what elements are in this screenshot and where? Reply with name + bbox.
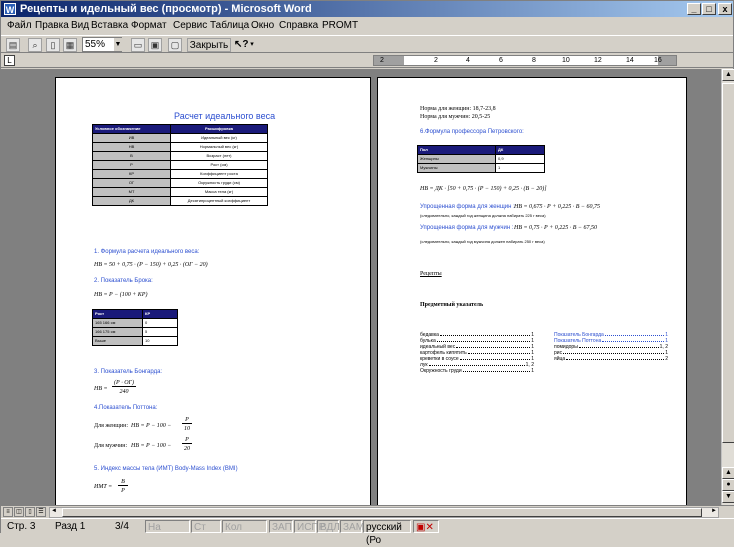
formula: НВ = 50 + 0,75 · (Р − 150) + 0,25 · (ОГ − 20) [94,262,208,268]
section-heading: 6.Формула профессора Петровского: [420,129,524,135]
shrink-to-fit-icon[interactable]: ▣ [148,38,162,52]
table-row [418,155,545,164]
menu-table[interactable]: Таблица [210,20,250,31]
table-cell: Коэффициент роста [171,170,268,179]
table-row [418,164,545,173]
minimize-button[interactable]: _ [687,3,701,15]
table-cell: Выше [93,337,143,346]
menu-view[interactable]: Вид [71,20,90,31]
index-page: 1 [531,344,534,350]
index-page: 1 [665,338,668,344]
table-header: Пол [418,146,496,155]
spelling-status-icon[interactable]: ▣✕ [413,520,439,533]
formula-label: Для мужчин: [94,443,128,449]
index-page: 1 [531,332,534,338]
scroll-left-icon[interactable]: ◄ [51,508,57,514]
ruler-tick: 16 [654,57,662,64]
index-term: креветки в соусе [420,356,459,362]
status-rec[interactable]: ЗАП [269,520,293,533]
index-term: Показатель Поттона [554,338,602,344]
select-browse-object-icon[interactable]: ● [722,479,734,491]
index-page: 1 [665,350,668,356]
table-row [93,179,268,188]
formula-numerator: (Р · ОГ) [112,380,136,387]
kr-table [92,309,178,346]
one-page-icon[interactable]: ▯ [46,38,60,52]
table-header: КР [143,310,178,319]
close-preview-button[interactable]: Закрыть [187,38,231,52]
view-ruler-icon[interactable]: ▭ [131,38,145,52]
dk-table [417,145,545,173]
note: (следовательно, каждый год мужчина должен набирать 250 г веса) [420,239,545,244]
menu-bar [1,18,733,34]
legend-table [92,124,268,206]
vertical-scrollbar[interactable] [721,69,734,505]
previous-page-icon[interactable]: ▲ [722,467,734,479]
ruler-left-margin [374,56,404,65]
status-language[interactable]: русский (Ро [363,520,411,533]
table-cell: Возраст (лет) [171,152,268,161]
maximize-button[interactable]: □ [702,3,716,15]
table-cell: НВ [93,143,171,152]
magnifier-icon[interactable]: ⌕ [28,38,42,52]
formula-denominator: 240 [119,389,129,395]
scroll-right-icon[interactable]: ► [711,508,717,514]
word-app-icon[interactable]: W [5,5,15,15]
table-row [93,161,268,170]
formula: НВ = 0,675 · Р + 0,225 · В − 60,75 [514,204,600,210]
chevron-down-icon[interactable]: ▼ [114,38,122,51]
table-row [93,152,268,161]
scroll-thumb[interactable] [722,83,734,443]
status-overtype[interactable]: ЗАМ [340,520,362,533]
ruler-tick: 6 [499,57,503,64]
formula-label: Для женщин: [94,423,128,429]
status-page: Стр. 3 [7,521,36,532]
table-cell: КР [93,170,171,179]
index-term: картофель кипятить [420,350,467,356]
index-term: лук [420,362,428,368]
table-cell: Идеальный вес (кг) [171,134,268,143]
index-page: 2 [665,356,668,362]
table-header: Расшифровка [171,125,268,134]
table-cell: Масса тела (кг) [171,188,268,197]
index-column-right [554,332,668,362]
title-bar [1,1,733,17]
table-cell: 0,9 [496,155,545,164]
ruler-tick: 2 [380,57,384,64]
table-row [93,328,178,337]
scroll-up-icon[interactable]: ▲ [722,69,734,81]
formula: НВ = Р − 100 − [131,443,172,449]
horizontal-scroll-thumb[interactable] [62,508,702,517]
index-page: 1 [531,350,534,356]
formula: НВ = Р − 100 − [131,423,172,429]
formula-denominator: Р [121,488,125,494]
tab-selector-icon[interactable]: L [4,55,15,66]
table-header: Условное обозначение [93,125,171,134]
index-page: 1 [531,356,534,362]
table-cell: МТ [93,188,171,197]
table-row [93,197,268,206]
table-cell: ДК [93,197,171,206]
section-heading: 3. Показатель Бонгарда: [94,369,163,375]
index-page: 1, 2 [525,362,534,368]
index-page: 1 [665,332,668,338]
page-title: Расчет идеального веса [174,111,276,121]
menu-help[interactable]: Справка [279,20,319,31]
norm-men: Норма для мужчин: 20,5-25 [420,114,491,120]
table-cell: 5 [143,328,178,337]
list-item [554,356,668,362]
list-item [420,368,534,374]
table-row [93,143,268,152]
menu-format[interactable]: Формат [131,20,167,31]
formula-numerator: Р [182,437,192,444]
formula: НВ = 0,75 · Р + 0,225 · В − 67,50 [514,225,597,231]
status-extend[interactable]: ВДЛ [317,520,339,533]
table-cell: 1 [496,164,545,173]
menu-window[interactable]: Окно [251,20,275,31]
index-term: бедавка [420,332,439,338]
status-at: На [145,520,190,533]
table-cell: 166 175 см [93,328,143,337]
index-term: идеальный вес [420,344,456,350]
formula-numerator: В [118,479,128,486]
formula-denominator: 20 [184,446,190,452]
ruler-tick: 12 [594,57,602,64]
table-row [93,170,268,179]
table-header: ДК [496,146,545,155]
multiple-pages-icon[interactable]: ▦ [63,38,77,52]
index-term: рис [554,350,563,356]
index-term: яйца [554,356,566,362]
table-cell: Р [93,161,171,170]
section-heading: 4.Показатель Поттона: [94,405,158,411]
norm-women: Норма для женщин: 18,7-23,8 [420,106,496,112]
section-heading: 2. Показатель Брока: [94,278,153,284]
ruler-tick: 14 [626,57,634,64]
page-left[interactable] [55,77,371,505]
section-heading: Упрощенная форма для женщин : [420,204,515,210]
section-heading: Упрощенная форма для мужчин : [420,225,514,231]
page-right[interactable] [377,77,687,505]
status-track-changes[interactable]: ИСПР [294,520,316,533]
table-cell: Женщины [418,155,496,164]
status-pages: 3/4 [115,521,129,532]
zoom-select[interactable]: 55% [82,37,122,52]
close-button[interactable]: x [718,3,732,15]
index-column-left [420,332,534,374]
horizontal-scroll-track[interactable] [49,507,719,518]
context-help-button[interactable] [234,38,248,52]
menu-file[interactable]: Файл [7,20,32,31]
status-line: Ст [191,520,221,533]
horizontal-ruler[interactable] [1,54,733,68]
next-page-icon[interactable]: ▼ [722,491,734,503]
table-cell: Рост (см) [171,161,268,170]
table-cell: 0 [143,319,178,328]
table-cell: ИВ [93,134,171,143]
ruler-tick: 2 [434,57,438,64]
document-area[interactable] [1,69,721,505]
table-cell: Окружность груди (см) [171,179,268,188]
index-title: Предметный указатель [420,302,484,308]
index-term: помидоры [554,344,578,350]
menu-edit[interactable]: Правка [35,20,69,31]
ruler-tick: 8 [532,57,536,64]
table-cell: В [93,152,171,161]
print-layout-icon[interactable]: ▯ [25,507,35,517]
section-heading: 1. Формула расчета идеального веса: [94,249,200,255]
index-term: Показатель Бонгарда [554,332,604,338]
ruler-scale[interactable] [373,55,677,66]
outline-view-icon[interactable]: ☰ [36,507,46,517]
toolbar-options-icon[interactable]: ▾ [250,41,254,48]
formula: НВ = Р − (100 + КР) [94,292,148,298]
window-title: Рецепты и идельный вес (просмотр) - Microsoft Word [20,3,312,15]
formula-numerator: Р [182,417,192,424]
full-screen-icon[interactable]: ▢ [168,38,182,52]
table-cell: 10 [143,337,178,346]
index-page: 1 [531,368,534,374]
index-term: Окружность груди [420,368,462,374]
web-view-icon[interactable]: ◫ [14,507,24,517]
status-section: Разд 1 [55,521,86,532]
note: (следовательно, каждый год женщина должна набирать 225 г веса) [420,213,546,218]
horizontal-scrollbar[interactable] [1,505,734,518]
table-cell: Десятипроцентный коэффициент [171,197,268,206]
table-cell: Мужчины [418,164,496,173]
menu-promt[interactable]: PROMT [322,20,359,31]
table-header: Рост [93,310,143,319]
formula-lhs: НВ = [94,386,108,392]
table-cell: ОГ [93,179,171,188]
section-heading: 5. Индекс массы тела (ИМТ) Body-Mass Index (BMI) [94,466,238,472]
print-icon[interactable]: ▤ [6,38,20,52]
table-row [93,337,178,346]
formula-lhs: ИМТ = [94,484,113,490]
formula: НВ = ДК · [50 + 0,75 · (Р − 150) + 0,25 · (В − 20)] [420,186,547,192]
normal-view-icon[interactable]: ≡ [3,507,13,517]
table-cell: Нормальный вес (кг) [171,143,268,152]
help-label: ? [242,39,249,50]
status-column: Кол [222,520,267,533]
table-row [93,134,268,143]
table-row [93,188,268,197]
status-bar [1,518,734,546]
menu-tools[interactable]: Сервис [173,20,208,31]
table-row [93,319,178,328]
index-term: булька [420,338,436,344]
index-page: 1, 2 [659,344,668,350]
ruler-tick: 4 [466,57,470,64]
table-cell: 165 166 см [93,319,143,328]
pointer-icon: ↖ [234,39,243,50]
formula-denominator: 10 [184,426,190,432]
recipes-heading: Рецепты [420,271,442,277]
menu-insert[interactable]: Вставка [91,20,129,31]
index-page: 1 [531,338,534,344]
ruler-tick: 10 [562,57,570,64]
